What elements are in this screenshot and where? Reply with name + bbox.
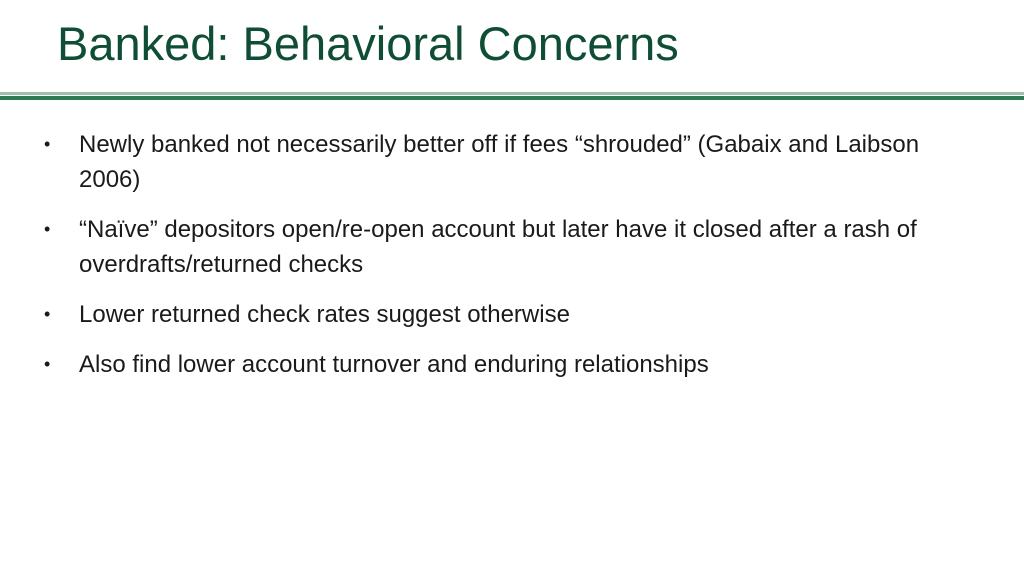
bullet-text: Newly banked not necessarily better off if fees “shrouded” (Gabaix and Laibson 2006) — [79, 131, 920, 193]
bullet-item — [44, 212, 974, 282]
bullet-text: Also find lower account turnover and enduring relationships — [79, 351, 709, 378]
title-divider-dark — [0, 96, 1024, 100]
bullet-text: Lower returned check rates suggest otherwise — [79, 301, 570, 328]
bullet-text: “Naïve” depositors open/re-open account but later have it closed after a rash of overdrafts/returned checks — [79, 216, 917, 278]
slide-title: Banked: Behavioral Concerns — [57, 17, 679, 70]
bullet-list — [44, 127, 974, 397]
title-divider-light — [0, 92, 1024, 95]
bullet-item — [44, 347, 974, 382]
bullet-dot-icon: • — [44, 304, 51, 324]
bullet-dot-icon: • — [44, 354, 51, 374]
bullet-item — [44, 127, 974, 197]
bullet-dot-icon: • — [44, 219, 51, 239]
bullet-item — [44, 297, 974, 332]
bullet-dot-icon: • — [44, 134, 51, 154]
